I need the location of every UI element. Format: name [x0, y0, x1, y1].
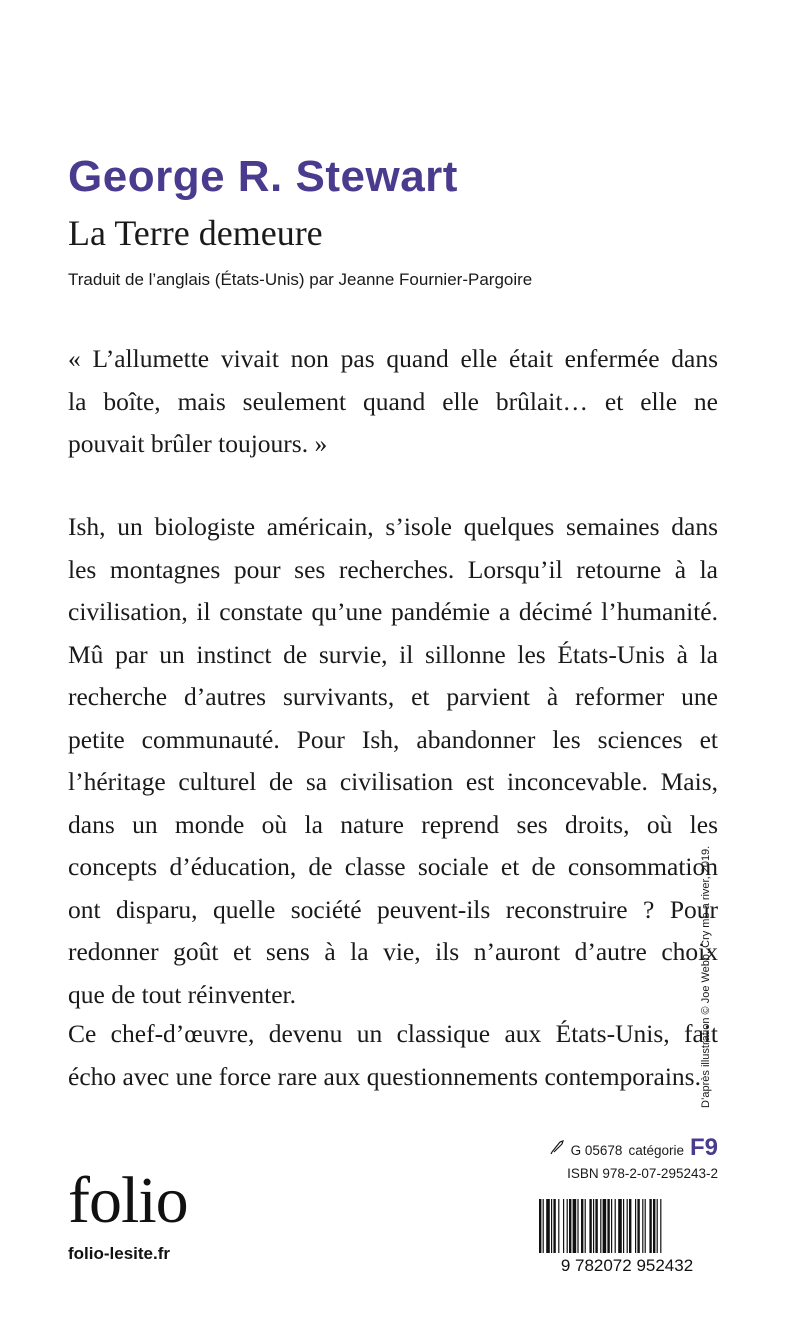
barcode-bar: [563, 1199, 564, 1253]
barcode-bar: [623, 1199, 624, 1253]
barcode-bar: [573, 1199, 577, 1253]
barcode-bar: [577, 1199, 578, 1253]
summary-line: concepts d’éducation, de classe sociale et de consommation: [68, 852, 718, 881]
barcode-bar: [546, 1199, 550, 1253]
barcode: [537, 1199, 717, 1273]
book-title: La Terre demeure: [68, 213, 323, 253]
summary-line: recherche d’autres survivants, et parvient à reformer une: [68, 682, 718, 711]
summary-line: petite communauté. Pour Ish, abandonner les sciences et: [68, 724, 718, 754]
closing-paragraph: [68, 1013, 718, 1098]
summary-line: les montagnes pour ses recherches. Lorsqu’il retourne à la: [68, 554, 718, 584]
quote-line: « L’allumette vivait non pas quand elle était enfermée dans: [68, 344, 718, 373]
translator-credit: Traduit de l’anglais (États-Unis) par Jeanne Fournier-Pargoire: [68, 270, 533, 289]
barcode-bar: [607, 1199, 609, 1253]
barcode-bar: [635, 1199, 636, 1253]
barcode-number: 9 782072 952432: [560, 1256, 694, 1273]
barcode-bar: [567, 1199, 568, 1253]
barcode-bar: [558, 1199, 559, 1253]
summary-line: l’héritage culturel de sa civilisation est inconcevable. Mais,: [68, 767, 718, 796]
barcode-bar: [637, 1199, 639, 1253]
barcode-bar: [618, 1199, 622, 1253]
quill-pen-icon: [549, 1139, 565, 1155]
epigraph-quote: [68, 338, 718, 466]
barcode-bar: [615, 1199, 616, 1253]
barcode-bar: [642, 1199, 643, 1253]
summary-line: Mû par un instinct de survie, il sillonne les États-Unis à la: [68, 639, 718, 669]
barcode-bar: [553, 1199, 555, 1253]
barcode-bar: [581, 1199, 583, 1253]
barcode-bar: [629, 1199, 631, 1253]
closing-line: écho avec une force rare aux questionnements contemporains.: [68, 1061, 701, 1091]
illustration-credit: D’après illustration © Joe Webb, Cry me a river, 2019.: [700, 845, 712, 1108]
website-link[interactable]: folio-lesite.fr: [68, 1244, 171, 1263]
barcode-bar: [600, 1199, 601, 1253]
closing-line: Ce chef-d’œuvre, devenu un classique aux États-Unis, fait: [68, 1019, 718, 1048]
summary-line: civilisation, il constate qu’une pandémie a décimé l’humanité.: [68, 597, 718, 626]
barcode-bar: [653, 1199, 655, 1253]
summary-line: redonner goût et sens à la vie, ils n’auront d’autre choix: [68, 937, 718, 966]
barcode-bar: [645, 1199, 646, 1253]
barcode-bar: [543, 1199, 544, 1253]
summary-line: que de tout réinventer.: [68, 979, 297, 1009]
barcode-bar: [569, 1199, 571, 1253]
quote-line: la boîte, mais seulement quand elle brûlait… et elle ne: [68, 386, 718, 416]
barcode-bar: [627, 1199, 628, 1253]
barcode-bar: [539, 1199, 541, 1253]
barcode-bar: [551, 1199, 552, 1253]
category-code: F9: [689, 1134, 718, 1161]
author-name: George R. Stewart: [68, 152, 458, 201]
summary-line: dans un monde où la nature reprend ses droits, où les: [68, 809, 718, 839]
summary-line: ont disparu, quelle société peuvent-ils reconstruire ? Pour: [68, 894, 718, 924]
barcode-bar: [593, 1199, 594, 1253]
quote-line: pouvait brûler toujours. »: [68, 429, 328, 458]
summary-line: Ish, un biologiste américain, s’isole quelques semaines dans: [68, 512, 718, 541]
barcode-bar: [611, 1199, 612, 1253]
barcode-bar: [585, 1199, 586, 1253]
summary-paragraph: [68, 506, 718, 1016]
barcode-bar: [595, 1199, 597, 1253]
catalog-codes: [523, 1134, 718, 1181]
category-label: catégorie: [628, 1143, 684, 1158]
barcode-bar: [660, 1199, 661, 1253]
barcode-bar: [657, 1199, 658, 1253]
g-code: G 05678: [570, 1143, 623, 1158]
isbn: ISBN 978-2-07-295243-2: [567, 1166, 718, 1181]
barcode-bar: [649, 1199, 651, 1253]
barcode-bar: [589, 1199, 591, 1253]
folio-logo: folio: [68, 1164, 188, 1237]
barcode-bar: [603, 1199, 607, 1253]
